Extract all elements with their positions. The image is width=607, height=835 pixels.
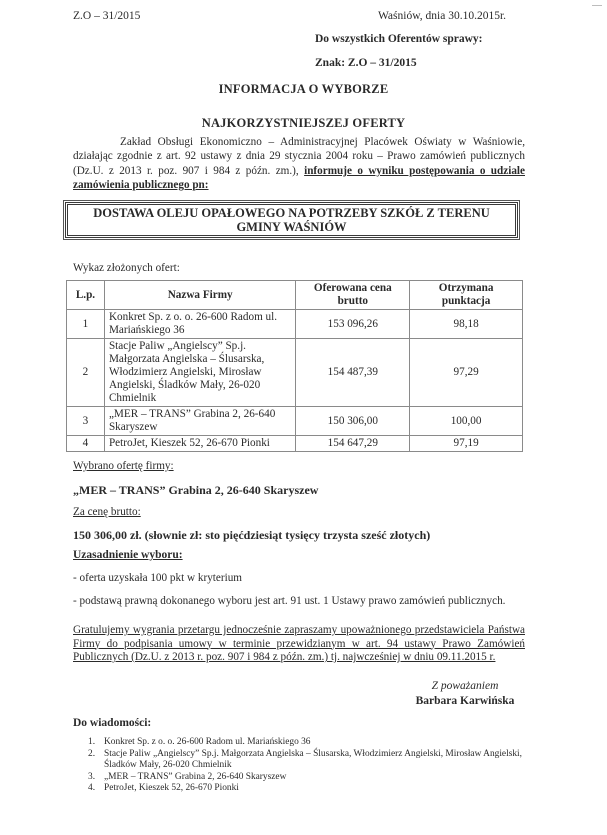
cell-price: 154 647,29 xyxy=(296,436,410,452)
justification-label: Uzasadnienie wyboru: xyxy=(73,549,183,561)
document-title-line2: NAJKORZYSTNIEJSZEJ OFERTY xyxy=(201,116,406,130)
list-item xyxy=(88,772,538,784)
addressee: Do wszystkich Oferentów sprawy: xyxy=(315,33,483,45)
cell-price: 154 487,39 xyxy=(296,339,410,407)
price-value: 150 306,00 zł. (słownie zł: sto pięćdziesiąt tysięcy trzysta sześć złotych) xyxy=(73,528,431,542)
cell-lp: 4 xyxy=(67,436,105,452)
list-item xyxy=(88,783,538,795)
justification-item: - oferta uzyskała 100 pkt w kryterium xyxy=(73,572,243,584)
cell-points: 97,29 xyxy=(410,339,523,407)
price-label: Za cenę brutto: xyxy=(73,506,141,518)
closing-regards: Z poważaniem xyxy=(431,680,499,692)
reference-number: Z.O – 31/2015 xyxy=(73,10,141,22)
list-item xyxy=(88,737,538,749)
list-item-number: 3. xyxy=(88,771,96,782)
cell-company: Konkret Sp. z o. o. 26-600 Radom ul. Mariańskiego 36 xyxy=(104,310,295,339)
cc-list xyxy=(88,737,538,795)
cell-points: 97,19 xyxy=(410,436,523,452)
list-item-text: PetroJet, Kieszek 52, 26-670 Pionki xyxy=(104,783,239,794)
offers-table xyxy=(66,280,523,452)
cell-lp: 1 xyxy=(67,310,105,339)
list-item-number: 4. xyxy=(88,783,96,794)
cc-label: Do wiadomości: xyxy=(73,717,152,729)
table-row xyxy=(67,407,523,436)
place-date: Waśniów, dnia 30.10.2015r. xyxy=(378,10,507,22)
case-sign: Znak: Z.O – 31/2015 xyxy=(315,57,417,69)
scan-mark xyxy=(592,5,602,6)
table-header-row xyxy=(67,281,523,310)
column-header-points: Otrzymana punktacja xyxy=(410,281,523,310)
congratulations-paragraph: Gratulujemy wygrania przetargu jednocześnie zapraszamy upoważnionego przedstawiciela Państwa Firmy do podpisania umowy w terminie przewidzianym w art. 94 ustawy Prawo Zamówień Publicznych (Dz.U. z 2013 r. poz. 907 i 984 z późn. zm.) tj. najwcześniej w dniu 09.11.2015 r. xyxy=(73,624,525,663)
table-row xyxy=(67,310,523,339)
cell-company: „MER – TRANS” Grabina 2, 26-640 Skaryszew xyxy=(104,407,295,436)
cell-company: Stacje Paliw „Angielscy” Sp.j. Małgorzata Angielska – Ślusarska, Włodzimierz Angielski, Mirosław Angielski, Śladków Mały, 26-020 Chmielnik xyxy=(104,339,295,407)
chosen-offer-label: Wybrano ofertę firmy: xyxy=(73,460,174,472)
table-row xyxy=(67,339,523,407)
subject-title: DOSTAWA OLEJU OPAŁOWEGO NA POTRZEBY SZKÓŁ Z TERENU GMINY WAŚNIÓW xyxy=(93,206,490,234)
list-item xyxy=(88,749,538,772)
signer-name: Barbara Karwińska xyxy=(415,695,515,707)
list-item-text: Stacje Paliw „Angielscy” Sp.j. Małgorzata Angielska – Ślusarska, Włodzimierz Angielski, Mirosław Angielski, Śladków Mały, 26-020 Chmielnik xyxy=(104,748,522,771)
column-header-price: Oferowana cena brutto xyxy=(296,281,410,310)
list-item-text: Konkret Sp. z o. o. 26-600 Radom ul. Mariańskiego 36 xyxy=(104,737,311,747)
cell-price: 150 306,00 xyxy=(296,407,410,436)
table-row xyxy=(67,436,523,452)
cell-price: 153 096,26 xyxy=(296,310,410,339)
chosen-company: „MER – TRANS” Grabina 2, 26-640 Skaryszew xyxy=(73,483,319,497)
intro-emphasis: informuje o wyniku postępowania o udziale zamówienia publicznego pn: xyxy=(73,164,525,192)
cell-company: PetroJet, Kieszek 52, 26-670 Pionki xyxy=(104,436,295,452)
column-header-company: Nazwa Firmy xyxy=(104,281,295,310)
justification-item: - podstawą prawną dokonanego wyboru jest art. 91 ust. 1 Ustawy prawo zamówień publicznych. xyxy=(73,595,506,607)
document-title-line1: INFORMACJA O WYBORZE xyxy=(218,82,389,96)
column-header-lp: L.p. xyxy=(67,281,105,310)
cell-lp: 3 xyxy=(67,407,105,436)
cell-points: 98,18 xyxy=(410,310,523,339)
intro-paragraph xyxy=(73,135,525,193)
cell-lp: 2 xyxy=(67,339,105,407)
list-item-number: 2. xyxy=(88,748,96,759)
cell-points: 100,00 xyxy=(410,407,523,436)
intro-text: Zakład Obsługi Ekonomiczno – Administracyjnej Placówek Oświaty w Waśniowie, działając zgodnie z art. 92 ustawy z dnia 29 stycznia 2004 roku – Prawo zamówień publicznych (Dz.U. z 2013 r. poz. 907 i 984 z późn. zm.), xyxy=(73,136,525,177)
offers-label: Wykaz złożonych ofert: xyxy=(73,262,180,274)
list-item-text: „MER – TRANS” Grabina 2, 26-640 Skaryszew xyxy=(104,771,287,782)
list-item-number: 1. xyxy=(88,737,96,747)
subject-box xyxy=(65,202,518,238)
